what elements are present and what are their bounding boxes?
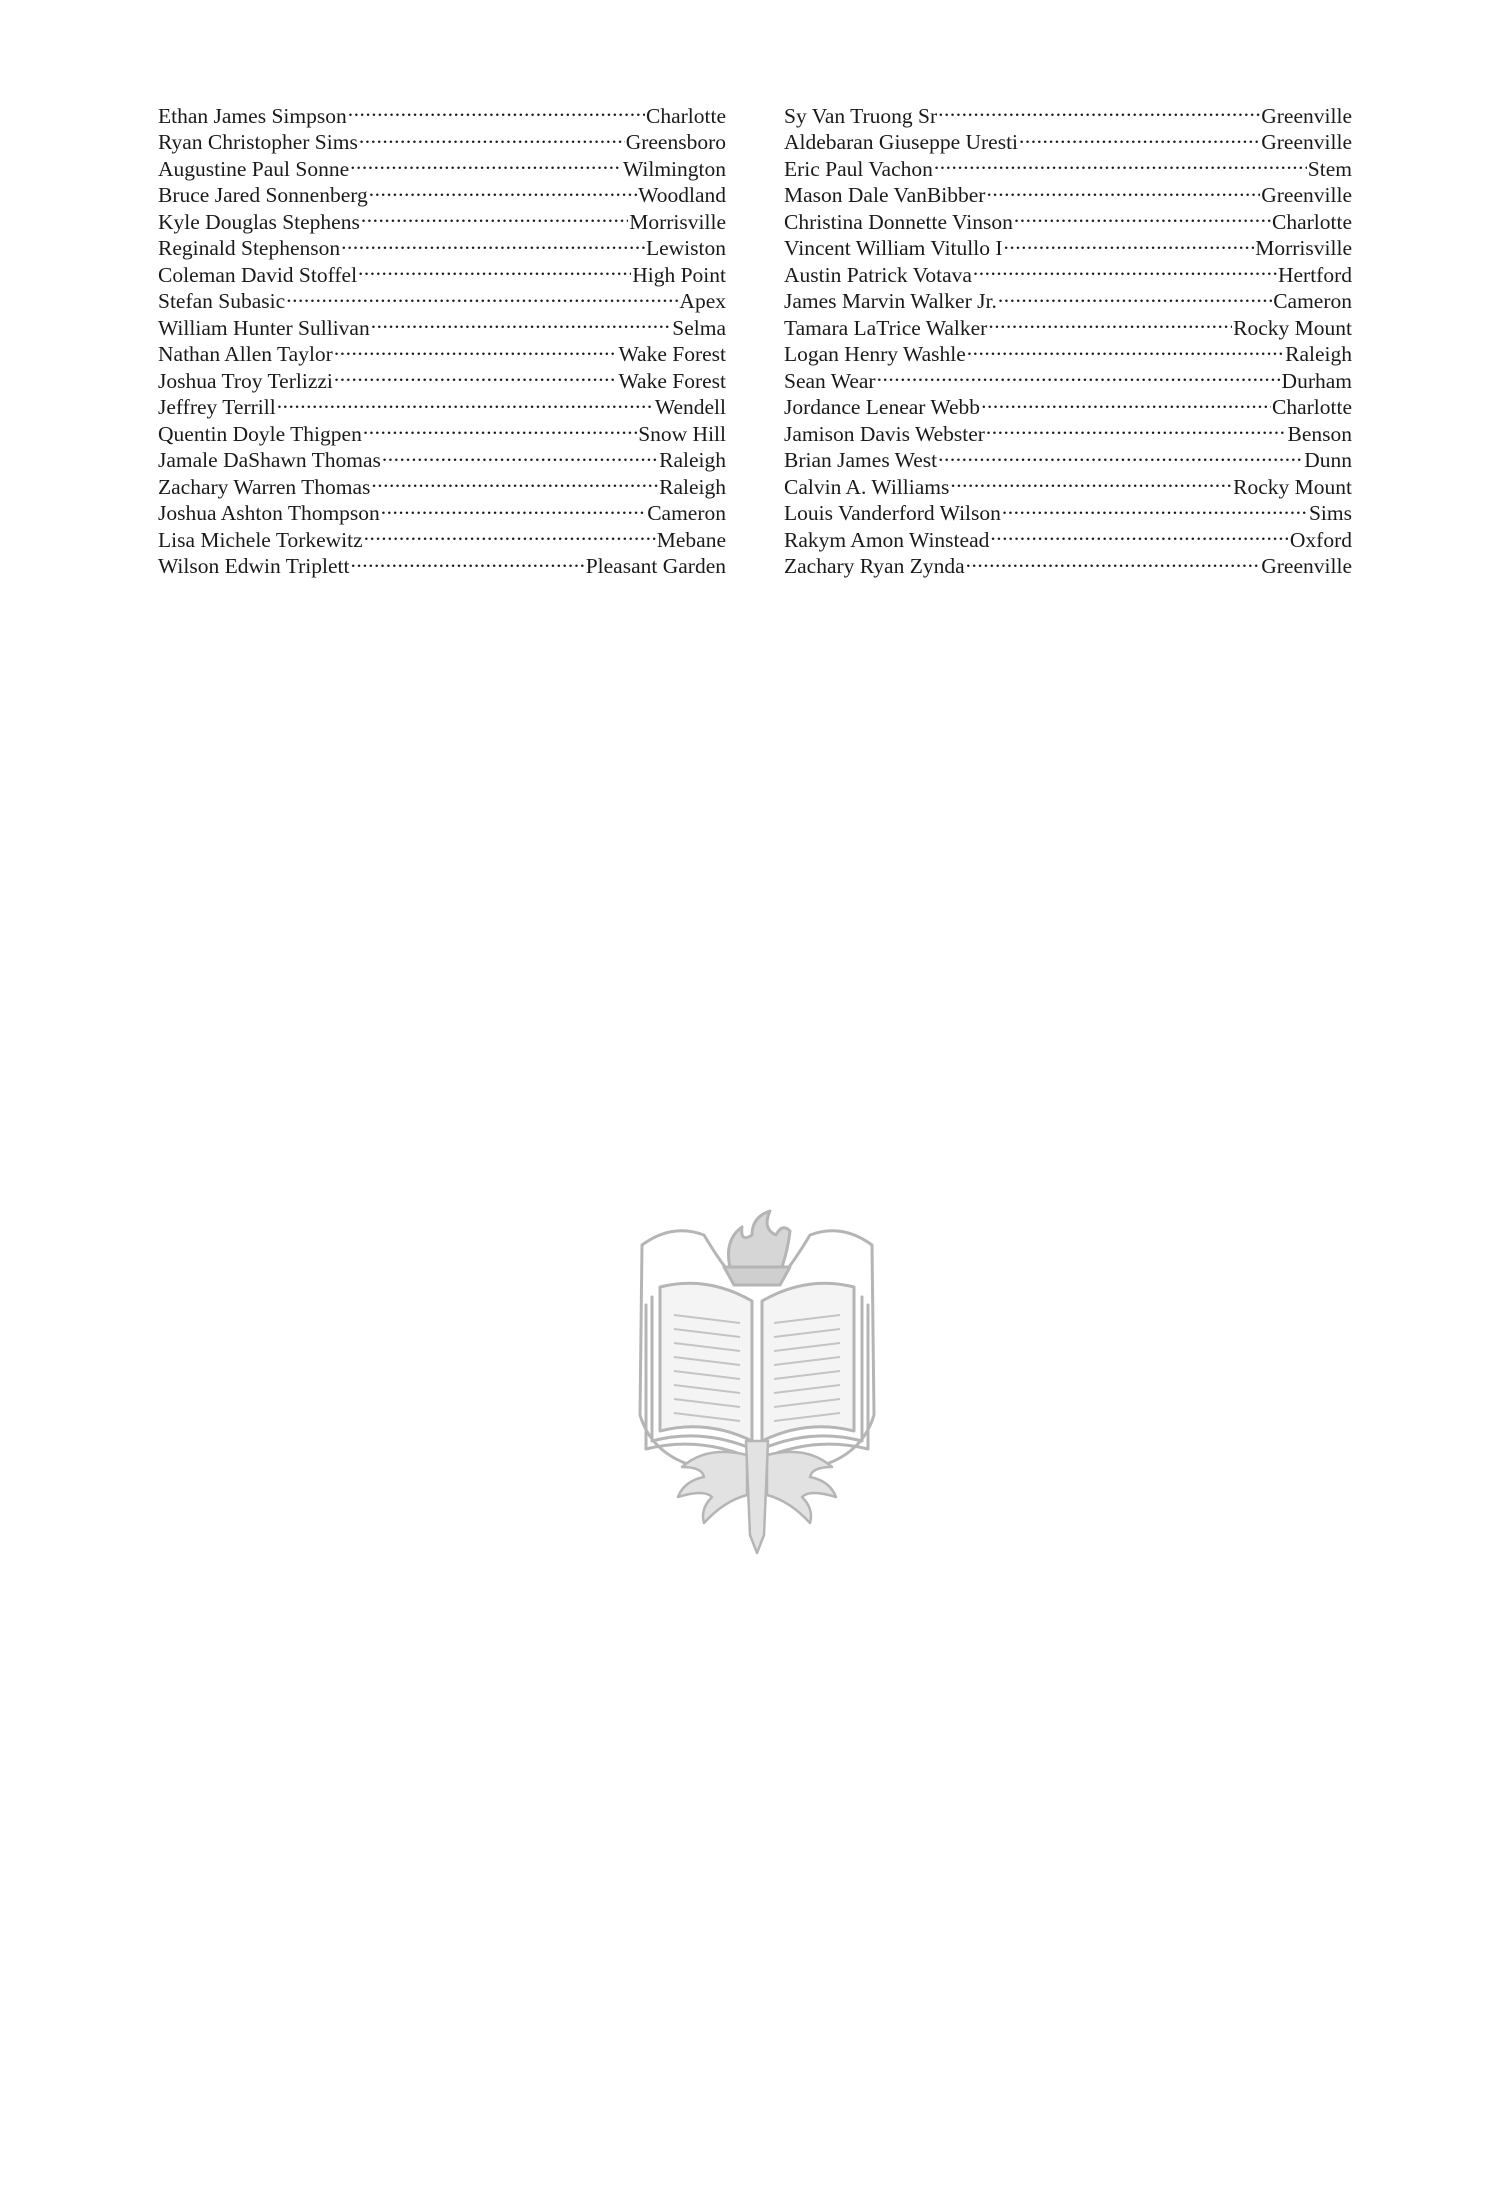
dot-leader	[334, 335, 618, 362]
graduate-name: Zachary Warren Thomas	[158, 474, 371, 499]
hometown: High Point	[632, 262, 726, 287]
hometown: Charlotte	[1271, 395, 1352, 419]
hometown: Durham	[1281, 368, 1352, 393]
dot-leader	[1002, 494, 1308, 521]
dot-leader	[877, 361, 1281, 388]
graduate-name: Austin Patrick Votava	[784, 262, 972, 287]
graduate-name: Coleman David Stoffel	[158, 262, 358, 287]
graduate-name: Joshua Ashton Thompson	[158, 501, 380, 525]
hometown: Greensboro	[625, 130, 726, 154]
dot-leader	[358, 255, 631, 282]
graduate-name: Logan Henry Washle	[784, 342, 966, 366]
dot-leader	[350, 149, 622, 176]
roster-column-right	[784, 96, 1352, 578]
hometown: Greenville	[1261, 554, 1352, 578]
hometown: Charlotte	[1271, 209, 1352, 234]
hometown: Snow Hill	[638, 421, 726, 446]
graduate-name: Joshua Troy Terlizzi	[158, 368, 333, 393]
dot-leader	[934, 149, 1307, 176]
dot-leader	[381, 494, 646, 521]
hometown: Wake Forest	[618, 342, 726, 366]
dot-leader	[1014, 202, 1271, 229]
graduate-name: Zachary Ryan Zynda	[784, 554, 965, 578]
dot-leader	[277, 388, 654, 415]
dot-leader	[990, 520, 1289, 547]
graduate-name: Quentin Doyle Thigpen	[158, 421, 362, 446]
graduate-name: William Hunter Sullivan	[158, 315, 370, 340]
emblem-graphic	[612, 1205, 902, 1575]
graduate-name: Lisa Michele Torkewitz	[158, 527, 363, 552]
graduate-name: Louis Vanderford Wilson	[784, 501, 1001, 525]
hometown: Dunn	[1304, 448, 1352, 472]
dot-leader	[938, 441, 1303, 468]
hometown: Greenville	[1261, 103, 1352, 128]
graduate-name: Sean Wear	[784, 368, 876, 393]
graduate-name: Sy Van Truong Sr	[784, 103, 938, 128]
dot-leader	[286, 282, 678, 309]
graduate-name: James Marvin Walker Jr.	[784, 289, 997, 313]
graduate-name: Jamale DaShawn Thomas	[158, 448, 381, 472]
hometown: Pleasant Garden	[585, 554, 726, 578]
hometown: Cameron	[647, 501, 726, 525]
graduate-name: Christina Donnette Vinson	[784, 209, 1013, 234]
hometown: Selma	[672, 315, 726, 340]
hometown: Stem	[1307, 156, 1352, 181]
dot-leader	[371, 308, 672, 335]
hometown: Benson	[1287, 421, 1352, 446]
graduate-name: Ethan James Simpson	[158, 103, 347, 128]
graduate-name: Mason Dale VanBibber	[784, 183, 986, 207]
hometown: Raleigh	[1285, 342, 1352, 366]
dot-leader	[382, 441, 658, 468]
hometown: Rocky Mount	[1233, 474, 1352, 499]
hometown: Rocky Mount	[1233, 315, 1352, 340]
graduate-name: Wilson Edwin Triplett	[158, 554, 350, 578]
hometown: Oxford	[1289, 527, 1352, 552]
graduate-name: Tamara LaTrice Walker	[784, 315, 988, 340]
dot-leader	[938, 96, 1260, 123]
hometown: Wendell	[654, 395, 726, 419]
graduate-name: Nathan Allen Taylor	[158, 342, 333, 366]
roster-entry	[158, 96, 726, 128]
graduate-name: Brian James West	[784, 448, 938, 472]
dot-leader	[363, 414, 637, 441]
hometown: Sims	[1308, 501, 1352, 525]
graduate-name: Jamison Davis Webster	[784, 421, 985, 446]
dot-leader	[334, 361, 618, 388]
graduate-name: Jordance Lenear Webb	[784, 395, 981, 419]
graduate-name: Stefan Subasic	[158, 289, 286, 313]
hometown: Morrisville	[1255, 236, 1352, 260]
graduate-name: Eric Paul Vachon	[784, 156, 933, 181]
book-torch-emblem-icon	[612, 1205, 902, 1575]
graduate-name: Aldebaran Giuseppe Uresti	[784, 130, 1019, 154]
dot-leader	[1004, 229, 1255, 256]
hometown: Lewiston	[645, 236, 726, 260]
hometown: Greenville	[1261, 130, 1352, 154]
hometown: Greenville	[1261, 183, 1352, 207]
dot-leader	[988, 308, 1232, 335]
graduate-name: Kyle Douglas Stephens	[158, 209, 360, 234]
dot-leader	[361, 202, 628, 229]
hometown: Hertford	[1277, 262, 1352, 287]
graduate-name: Jeffrey Terrill	[158, 395, 276, 419]
dot-leader	[986, 176, 1260, 203]
hometown: Apex	[679, 289, 726, 313]
dot-leader	[348, 96, 645, 123]
dot-leader	[950, 467, 1232, 494]
hometown: Morrisville	[629, 209, 726, 234]
graduate-name: Vincent William Vitullo I	[784, 236, 1003, 260]
hometown: Mebane	[656, 527, 726, 552]
graduate-name: Bruce Jared Sonnenberg	[158, 183, 368, 207]
dot-leader	[967, 335, 1284, 362]
dot-leader	[986, 414, 1287, 441]
hometown: Cameron	[1273, 289, 1352, 313]
hometown: Raleigh	[659, 448, 726, 472]
dot-leader	[364, 520, 656, 547]
dot-leader	[350, 547, 584, 574]
dot-leader	[1019, 123, 1260, 150]
hometown: Wake Forest	[618, 368, 726, 393]
dot-leader	[973, 255, 1277, 282]
hometown: Woodland	[638, 183, 726, 207]
roster-column-left	[158, 96, 726, 578]
hometown: Charlotte	[645, 103, 726, 128]
hometown: Raleigh	[659, 474, 726, 499]
graduate-name: Calvin A. Williams	[784, 474, 950, 499]
graduate-name: Ryan Christopher Sims	[158, 130, 358, 154]
dot-leader	[341, 229, 645, 256]
dot-leader	[998, 282, 1272, 309]
dot-leader	[369, 176, 637, 203]
roster-entry	[784, 96, 1352, 128]
graduate-name: Reginald Stephenson	[158, 236, 341, 260]
graduate-name: Augustine Paul Sonne	[158, 156, 350, 181]
dot-leader	[966, 547, 1261, 574]
dot-leader	[359, 123, 625, 150]
dot-leader	[981, 388, 1271, 415]
dot-leader	[371, 467, 658, 494]
graduate-name: Rakym Amon Winstead	[784, 527, 990, 552]
hometown: Wilmington	[622, 156, 726, 181]
